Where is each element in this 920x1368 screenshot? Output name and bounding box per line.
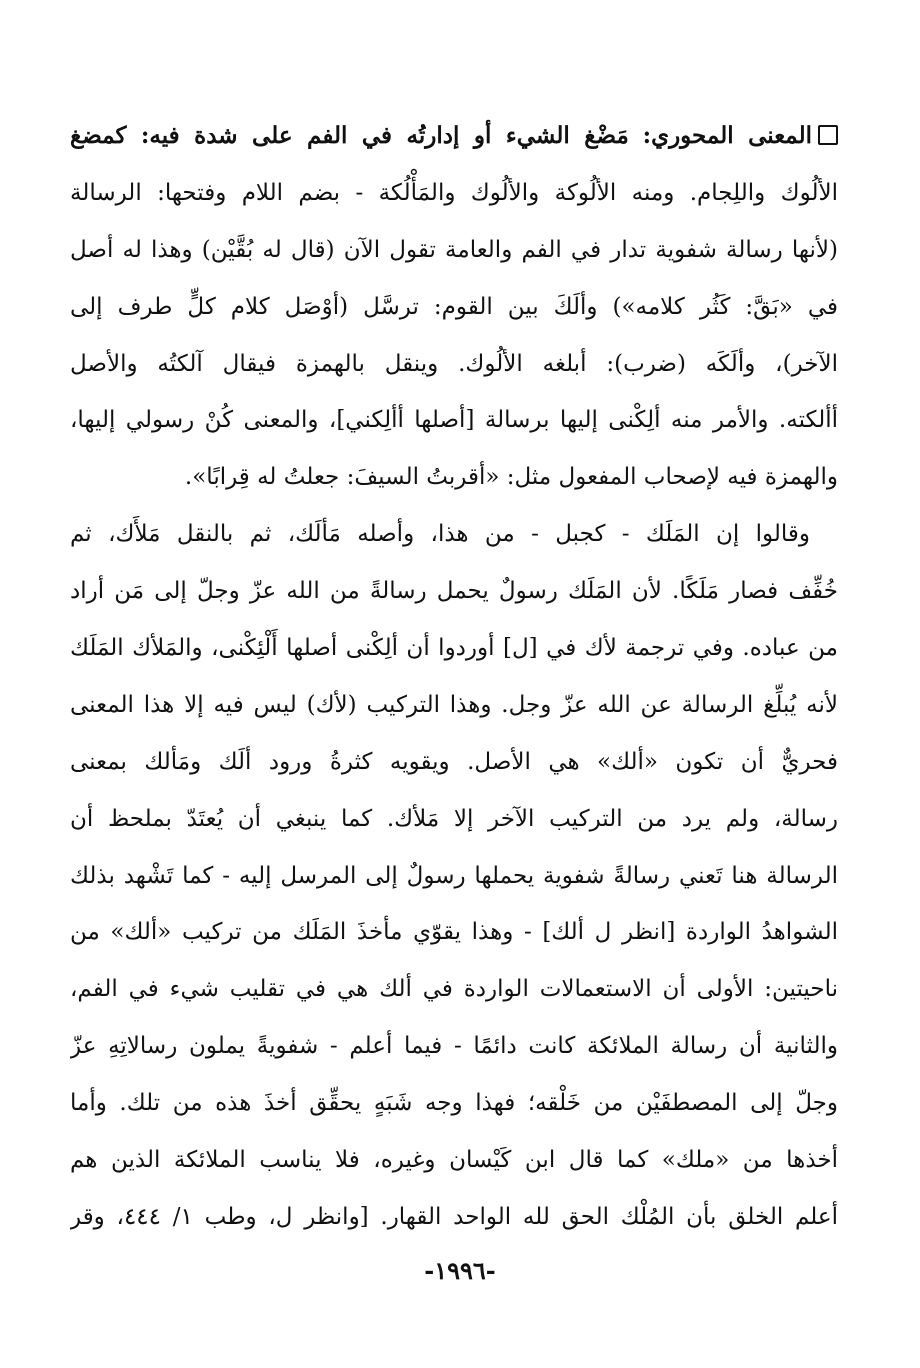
text-line: لأنه يُبلِّغ الرسالة عن الله عزّ وجل. وهذا التركيب (لأك) ليس فيه إلا هذا المعنى (70, 691, 838, 718)
section-heading: المعنى المحوري: (642, 122, 812, 149)
text-line: والهمزة فيه لإصحاب المفعول مثل: «أقربتُ السيفَ: جعلتُ له قِرابًا». (184, 464, 838, 491)
text-line: أخذها من «ملك» كما قال ابن كَيْسان وغيره، فلا يناسب الملائكة الذين هم (70, 1147, 838, 1174)
text-line: أعلم الخلق بأن المُلْك الحق لله الواحد القهار. [وانظر ل، وطب ١/ ٤٤٤، وقر (70, 1203, 838, 1230)
text-line: الآخر)، وألَكَه (ضرب): أبلغه الألُوك. وينقل بالهمزة فيقال آلكتُه والأصل (70, 350, 838, 377)
square-bullet-icon (818, 125, 838, 145)
text-line: الألُوك واللِجام. ومنه الألُوكة والألُوك والمَأْلُكة - بضم اللام وفتحها: الرسالة (70, 179, 838, 206)
text-line: في «بَقَّ: كَثُر كلامه») وألَكَ بين القوم: ترسَّل (أوْصَل كلام كلٍّ طرف إلى (70, 293, 838, 320)
text-line: والثانية أن رسالة الملائكة كانت دائمًا - فيما أعلم - شفويةً يملون رسالاتِهِ عزّ (70, 1033, 838, 1060)
text-line: أألكته. والأمر منه ألِكْنى إليها برسالة [أصلها أألِكني]، والمعنى كُنْ رسولي إليها، (70, 407, 838, 434)
text-line: الرسالة هنا تَعني رسالةً شفوية يحملها رسولٌ إلى المرسل إليه - كما تَشْهد بذلك (70, 862, 838, 889)
text-line: من عباده. وفي ترجمة لأك في [ل] أوردوا أن ألِكْنى أصلها أَلْئِكْنى، والمَلأك المَلَك (70, 635, 838, 662)
text-line: وجلّ إلى المصطفَيْن من خَلْقه؛ فهذا وجه شَبَهٍ يحقِّق أخذَ هذه من تلك. وأما (70, 1090, 838, 1117)
text-line: فحريٌّ أن تكون «ألك» هي الأصل. ويقويه كثرةُ ورود ألَك ومَألك بمعنى (70, 748, 838, 775)
text-line: رسالة، ولم يرد من التركيب الآخر إلا مَلأك. كما ينبغي أن يُعتَدّ بملحظ أن (70, 805, 838, 832)
page-number: -١٩٩٦- (424, 1256, 496, 1285)
text-line: (لأنها رسالة شفوية تدار في الفم والعامة تقول الآن (قال له بُقَّيْن) وهذا له أصل (70, 236, 838, 263)
text-line: ناحيتين: الأولى أن الاستعمالات الواردة في ألك هي في تقليب شيء في الفم، (70, 976, 838, 1003)
text-line: خُفِّف فصار مَلَكًا. لأن المَلَك رسولٌ يحمل رسالةً من الله عزّ وجلّ إلى مَن أراد (70, 578, 838, 605)
entry-body (70, 108, 838, 1246)
text-line: المعنى المحوري: مَضْغ الشيء أو إدارتُه في الفم على شدة فيه: كمضغ (70, 108, 838, 165)
text-line: الشواهدُ الواردة [انظر ل ألك] - وهذا يقوّي مأخذَ المَلَك من تركيب «ألك» من (70, 919, 838, 946)
text-line: وقالوا إن المَلَك - كجبل - من هذا، وأصله مَألَك، ثم بالنقل مَلأَك، ثم (70, 521, 810, 548)
